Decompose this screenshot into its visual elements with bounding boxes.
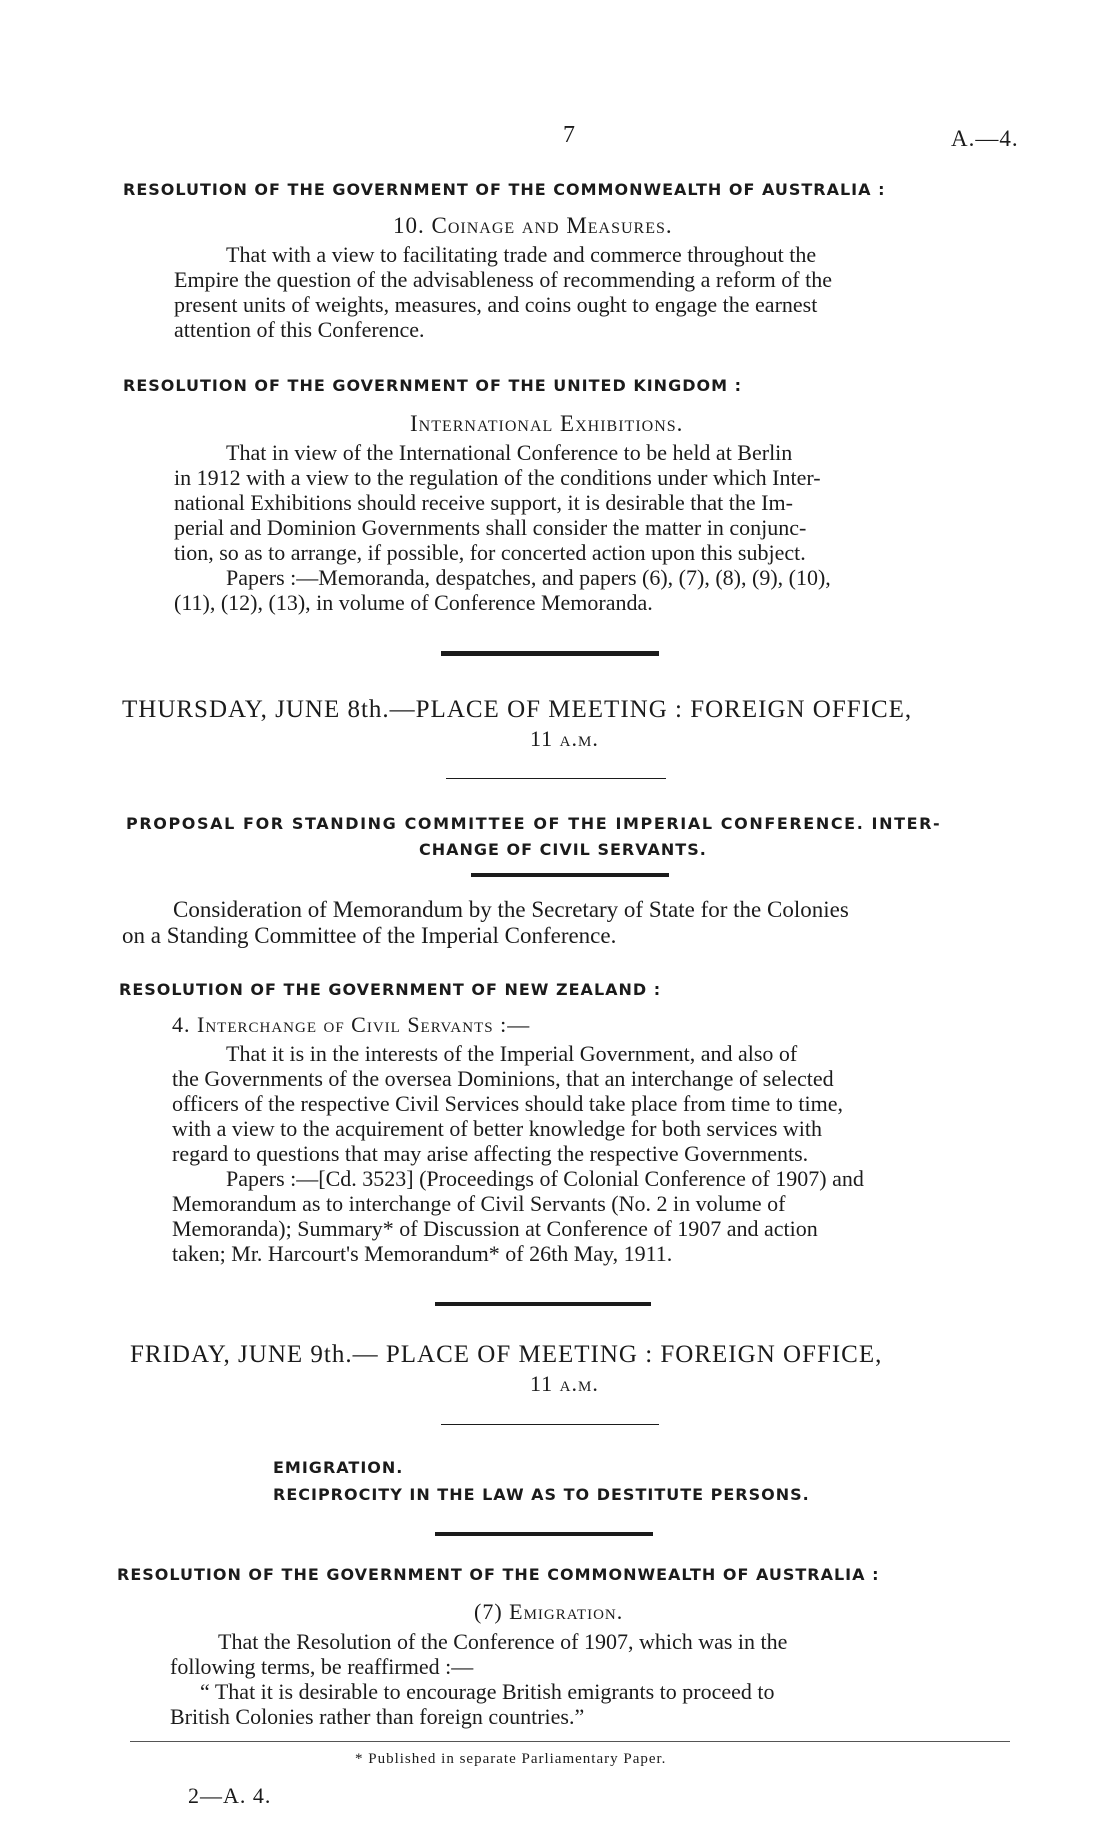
page-number: 7 [563, 122, 575, 148]
text-line: Memorandum as to interchange of Civil Servants (No. 2 in volume of [172, 1191, 786, 1216]
text-line: Papers :—[Cd. 3523] (Proceedings of Colonial Conference of 1907) and [226, 1166, 864, 1191]
section-header-australia-2: RESOLUTION OF THE GOVERNMENT OF THE COMMONWEALTH OF AUSTRALIA : [117, 1565, 880, 1584]
signature-mark: 2—A. 4. [188, 1783, 272, 1808]
paragraph-civil-servants [172, 1041, 1022, 1266]
paragraph-exhibitions [174, 440, 1024, 615]
section-header-reciprocity: RECIPROCITY IN THE LAW AS TO DESTITUTE PERSONS. [273, 1485, 810, 1504]
paragraph-emigration [170, 1629, 1020, 1729]
text-line: perial and Dominion Governments shall consider the matter in conjunc- [174, 515, 807, 540]
meeting-heading-thursday: THURSDAY, JUNE 8th.—PLACE OF MEETING : FOREIGN OFFICE, [122, 696, 913, 723]
footnote: * Published in separate Parliamentary Paper. [355, 1751, 667, 1767]
text-line: taken; Mr. Harcourt's Memorandum* of 26th May, 1911. [172, 1241, 673, 1266]
section-header-australia-1: RESOLUTION OF THE GOVERNMENT OF THE COMMONWEALTH OF AUSTRALIA : [123, 180, 886, 199]
section-subtitle-exhibitions: International Exhibitions. [410, 411, 684, 436]
meeting-time-friday: 11 a.m. [530, 1371, 599, 1396]
section-subtitle-civil-servants: 4. Interchange of Civil Servants :— [172, 1012, 531, 1037]
text-line: in 1912 with a view to the regulation of the conditions under which Inter- [174, 465, 821, 490]
meeting-heading-friday: FRIDAY, JUNE 9th.— PLACE OF MEETING : FOREIGN OFFICE, [130, 1341, 883, 1368]
text-line: the Governments of the oversea Dominions, that an interchange of selected [172, 1066, 834, 1091]
doc-reference: A.—4. [951, 126, 1019, 151]
text-line: following terms, be reaffirmed :— [170, 1654, 474, 1679]
text-line: regard to questions that may arise affecting the respective Governments. [172, 1141, 809, 1166]
text-line: on a Standing Committee of the Imperial Conference. [122, 923, 617, 948]
text-line: That with a view to facilitating trade and commerce throughout the [226, 242, 817, 267]
meeting-time-thursday: 11 a.m. [530, 726, 599, 751]
section-subtitle-coinage: 10. Coinage and Measures. [393, 213, 673, 238]
text-line: attention of this Conference. [174, 317, 425, 342]
header-underline [471, 873, 669, 877]
paragraph-standing-committee [122, 897, 1022, 949]
text-line: “ That it is desirable to encourage British emigrants to proceed to [200, 1679, 775, 1704]
text-line: Consideration of Memorandum by the Secretary of State for the Colonies [173, 897, 849, 922]
text-line: That it is in the interests of the Imperial Government, and also of [226, 1041, 798, 1066]
header-underline [435, 1532, 653, 1536]
text-line: (11), (12), (13), in volume of Conference Memoranda. [174, 590, 653, 615]
text-line: That the Resolution of the Conference of 1907, which was in the [218, 1629, 788, 1654]
thin-divider [446, 778, 666, 779]
section-divider [435, 1302, 651, 1306]
text-line: British Colonies rather than foreign countries.” [170, 1704, 585, 1729]
thin-divider [441, 1424, 659, 1425]
section-header-united-kingdom: RESOLUTION OF THE GOVERNMENT OF THE UNITED KINGDOM : [123, 376, 742, 395]
section-subtitle-emigration: (7) Emigration. [474, 1599, 624, 1624]
section-header-standing-committee: PROPOSAL FOR STANDING COMMITTEE OF THE IMPERIAL CONFERENCE. INTER- [126, 814, 942, 833]
text-line: That in view of the International Conference to be held at Berlin [226, 440, 793, 465]
text-line: national Exhibitions should receive support, it is desirable that the Im- [174, 490, 793, 515]
section-divider [441, 651, 659, 656]
text-line: Empire the question of the advisableness of recommending a reform of the [174, 267, 832, 292]
text-line: tion, so as to arrange, if possible, for concerted action upon this subject. [174, 540, 806, 565]
text-line: present units of weights, measures, and coins ought to engage the earnest [174, 292, 818, 317]
section-header-emigration: EMIGRATION. [273, 1458, 404, 1477]
section-header-new-zealand: RESOLUTION OF THE GOVERNMENT OF NEW ZEALAND : [119, 980, 662, 999]
section-header-standing-committee-cont: CHANGE OF CIVIL SERVANTS. [419, 840, 707, 859]
text-line: Papers :—Memoranda, despatches, and papers (6), (7), (8), (9), (10), [226, 565, 831, 590]
paragraph-coinage [174, 242, 1024, 342]
text-line: with a view to the acquirement of better knowledge for both services with [172, 1116, 823, 1141]
text-line: officers of the respective Civil Services should take place from time to time, [172, 1091, 843, 1116]
footnote-rule [130, 1741, 1010, 1742]
text-line: Memoranda); Summary* of Discussion at Conference of 1907 and action [172, 1216, 818, 1241]
